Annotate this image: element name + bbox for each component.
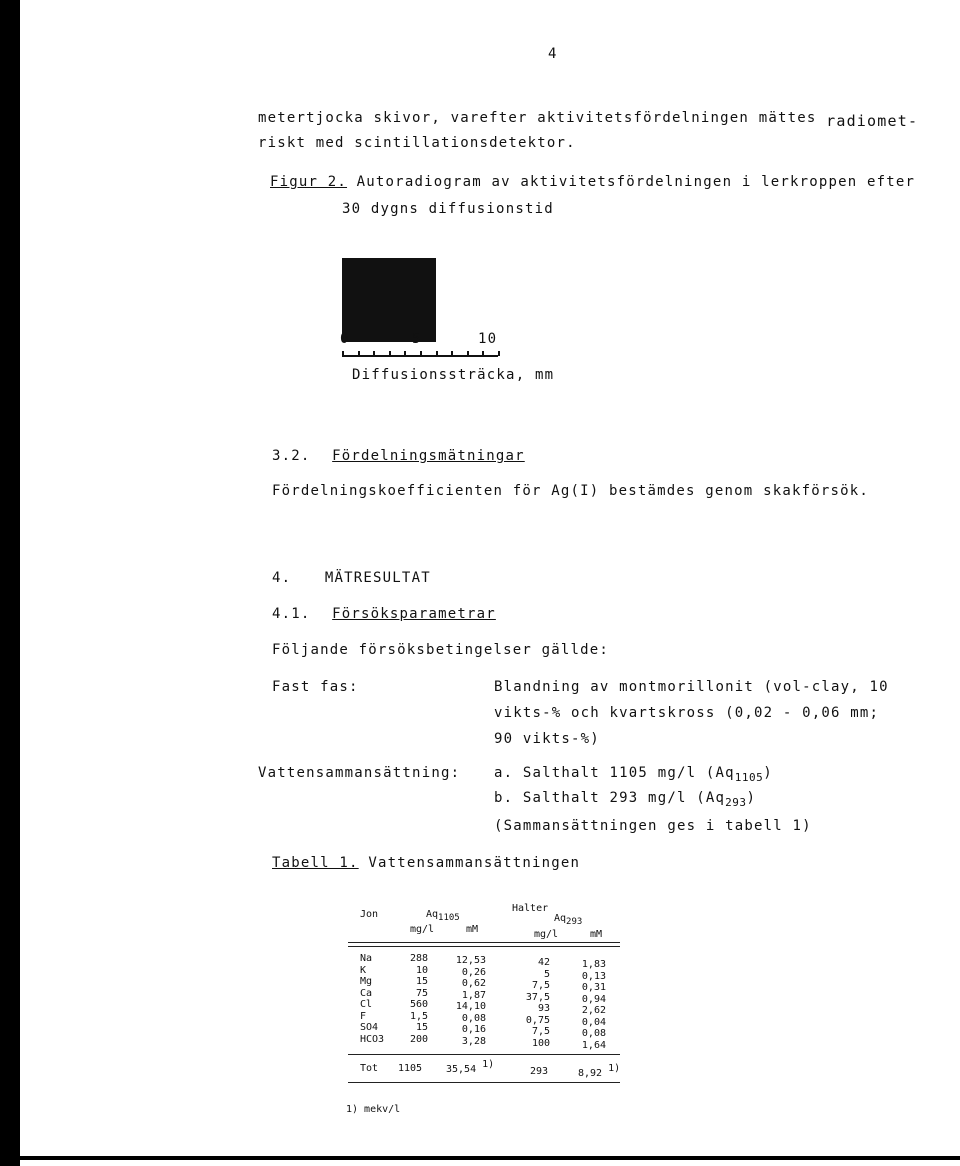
table-col-aq1105-mm: 12,53 0,26 0,62 1,87 14,10 0,08 0,16 3,28 [455, 955, 486, 1047]
table-col-aq293-mg: 42 5 7,5 37,5 93 0,75 7,5 100 [525, 957, 550, 1049]
fast-fas-line-1: Blandning av montmorillonit (vol-clay, 10 [494, 679, 889, 695]
scale-tick [451, 351, 453, 356]
composition-table [348, 903, 620, 1088]
table-header-aq1105: Aq1105 [426, 909, 460, 923]
table-header-jon: Jon [360, 909, 379, 920]
scale-tick [389, 351, 391, 356]
table-unit-mg-1105: mg/l [410, 924, 435, 935]
scale-label-10: 10 [478, 331, 498, 347]
vatten-label: Vattensammansättning: [258, 765, 461, 781]
bottom-scan-border [0, 1156, 960, 1160]
table-unit-mm-1105: mM [466, 924, 479, 935]
figure-label: Figur 2. [270, 174, 348, 190]
table-header-halter: Halter [512, 903, 549, 914]
fast-fas-line-2: vikts-% och kvartskross (0,02 - 0,06 mm; [494, 705, 880, 721]
table-total-label: Tot [360, 1063, 379, 1074]
scale-tick [358, 351, 360, 356]
scale-tick [436, 351, 438, 356]
table-col-aq293-mm: 1,83 0,13 0,31 0,94 2,62 0,04 0,08 1,64 [581, 959, 606, 1051]
fast-fas-label: Fast fas: [272, 679, 359, 695]
table-rule-end [348, 1082, 620, 1083]
table-rule-top-double [348, 946, 620, 947]
autoradiogram-image [342, 258, 436, 342]
table-footnote: 1) mekv/l [346, 1104, 401, 1115]
table-total-aq293-mg: 293 [530, 1066, 549, 1077]
axis-label: Diffusionssträcka, mm [352, 367, 555, 383]
table-rule-top [348, 942, 620, 943]
table-unit-mm-293: mM [590, 929, 603, 940]
intro-line-1: metertjocka skivor, varefter aktivitetsfördelningen mättes radiomet- [258, 110, 919, 130]
vatten-a: a. Salthalt 1105 mg/l $(Aq_{1105})$ [494, 765, 773, 784]
vatten-b: b. Salthalt 293 mg/l $(Aq_{293})$ [494, 790, 757, 809]
table-rule-bottom [348, 1054, 620, 1055]
scale-tick [373, 351, 375, 356]
table-header-aq293: Aq293 [554, 913, 583, 927]
section-4-1-heading: 4.1. Försöksparametrar [272, 606, 496, 622]
intro-line-2: riskt med scintillationsdetektor. [258, 135, 576, 151]
scale-tick [482, 351, 484, 356]
scale-tick [420, 351, 422, 356]
fast-fas-line-3: 90 vikts-%) [494, 731, 600, 747]
table-total-aq1105-mg: 1105 [398, 1063, 423, 1074]
section-4-1-intro: Följande försöksbetingelser gällde: [272, 642, 610, 658]
table-unit-mg-293: mg/l [534, 929, 559, 940]
left-scan-border [0, 0, 20, 1166]
scale-tick [467, 351, 469, 356]
scale-label-5: 5 [412, 331, 422, 347]
table-col-aq1105-mg: 288 10 15 75 560 1,5 15 200 [409, 953, 428, 1045]
table-col-ions: Na K Mg Ca Cl F SO4 HCO3 [360, 953, 385, 1045]
scale-label-0: 0 [340, 331, 350, 347]
figure-caption-line-2: 30 dygns diffusionstid [342, 201, 554, 217]
scale-tick [498, 351, 500, 356]
table-caption: Tabell 1. Vattensammansättningen [272, 855, 581, 871]
table-total-aq293-mm: 8,92 1) [578, 1063, 621, 1079]
scale-tick [342, 351, 344, 356]
vatten-note: (Sammansättningen ges i tabell 1) [494, 818, 812, 834]
page-number: 4 [548, 46, 558, 62]
section-3-2-heading: 3.2. Fördelningsmätningar [272, 448, 525, 464]
table-total-aq1105-mm: 35,54 1) [446, 1059, 495, 1075]
figure-caption-line-1: Figur 2. Autoradiogram av aktivitetsfördelningen i lerkroppen efter [270, 174, 916, 190]
section-4-heading: 4. MÄTRESULTAT [272, 570, 431, 586]
scale-tick [404, 351, 406, 356]
section-3-2-text: Fördelningskoefficienten för Ag(I) bestämdes genom skakförsök. [272, 483, 869, 499]
